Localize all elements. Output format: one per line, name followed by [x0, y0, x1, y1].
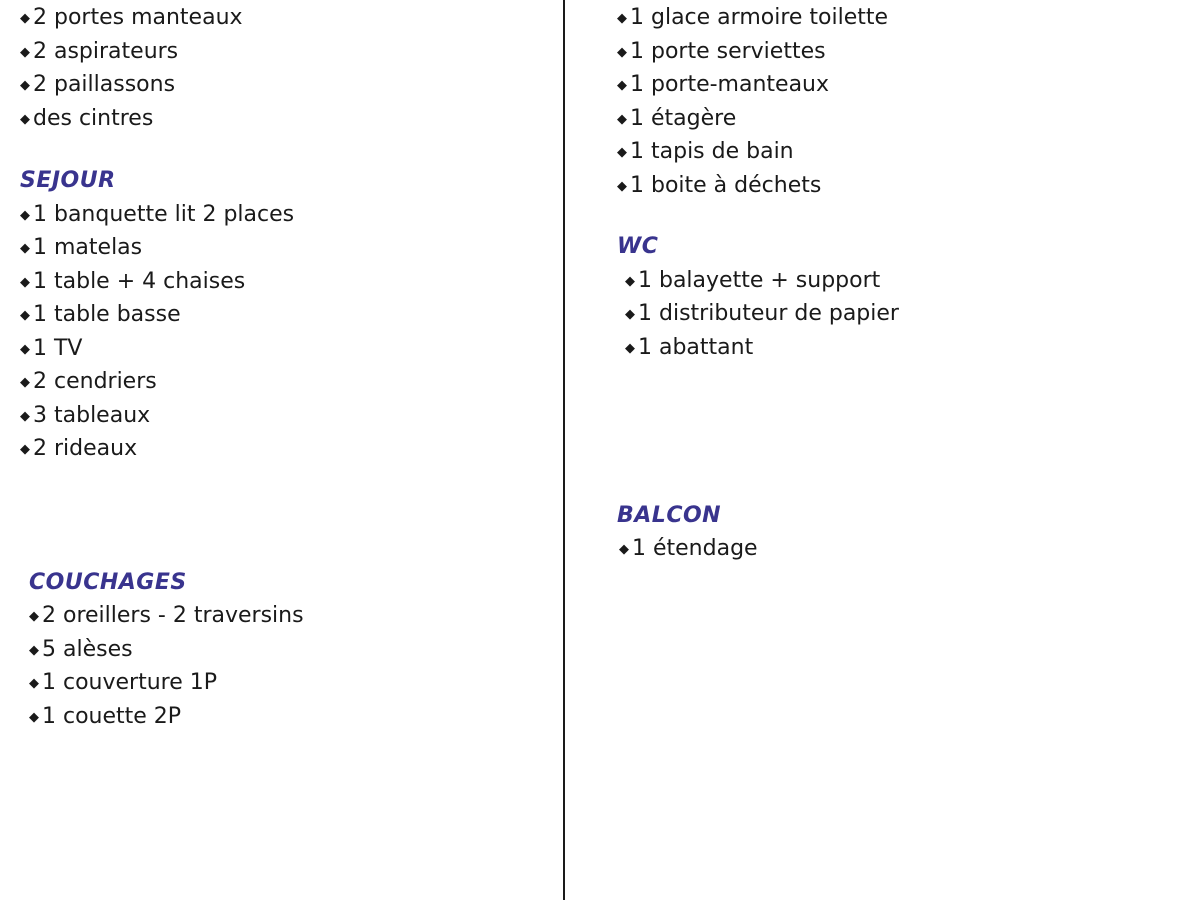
- list-item: [29, 700, 563, 734]
- diamond-bullet-icon: ◆: [20, 111, 30, 127]
- diamond-bullet-icon: ◆: [617, 78, 627, 93]
- list-item: [29, 599, 563, 633]
- diamond-bullet-icon: ◆: [617, 44, 627, 60]
- section-heading-balcon: BALCON: [617, 502, 722, 528]
- item-text: 2 oreillers - 2 traversins: [42, 603, 304, 628]
- diamond-bullet-icon: ◆: [20, 78, 30, 93]
- item-text: 1 boite à déchets: [630, 172, 822, 198]
- diamond-bullet-icon: ◆: [619, 542, 629, 557]
- item-text: 1 TV: [33, 335, 83, 361]
- item-text: 1 étendage: [632, 536, 758, 561]
- item-text: 2 rideaux: [33, 436, 138, 461]
- list-item: [20, 265, 563, 299]
- diamond-bullet-icon: ◆: [20, 341, 30, 357]
- section-wc-items: [625, 264, 1200, 365]
- diamond-bullet-icon: ◆: [617, 111, 627, 127]
- list-item: [20, 298, 563, 332]
- list-item: [20, 231, 563, 265]
- list-item: [619, 532, 1200, 566]
- diamond-bullet-icon: ◆: [29, 642, 39, 658]
- list-item: [625, 331, 1200, 365]
- list-item: [20, 432, 563, 466]
- left-column: [0, 0, 563, 900]
- diamond-bullet-icon: ◆: [29, 609, 39, 624]
- section-heading-sejour: SEJOUR: [20, 168, 116, 193]
- list-item: [617, 102, 1200, 136]
- blank-space: [617, 202, 1200, 230]
- diamond-bullet-icon: ◆: [617, 178, 627, 194]
- diamond-bullet-icon: ◆: [29, 709, 39, 725]
- list-item: [20, 35, 563, 69]
- diamond-bullet-icon: ◆: [20, 274, 30, 290]
- item-text: 1 glace armoire toilette: [630, 5, 889, 30]
- list-item: [617, 169, 1200, 203]
- item-text: des cintres: [33, 105, 154, 131]
- diamond-bullet-icon: ◆: [625, 273, 635, 289]
- item-text: 1 balayette + support: [638, 267, 881, 293]
- diamond-bullet-icon: ◆: [625, 307, 635, 322]
- diamond-bullet-icon: ◆: [20, 442, 30, 457]
- diamond-bullet-icon: ◆: [20, 11, 30, 26]
- diamond-bullet-icon: ◆: [625, 340, 635, 356]
- diamond-bullet-icon: ◆: [20, 308, 30, 323]
- item-text: 1 étagère: [630, 105, 737, 131]
- item-text: 3 tableaux: [33, 402, 151, 428]
- item-text: 1 banquette lit 2 places: [33, 201, 295, 227]
- item-text: 2 aspirateurs: [33, 38, 179, 64]
- item-text: 2 paillassons: [33, 72, 176, 97]
- list-item: [29, 666, 563, 700]
- diamond-bullet-icon: ◆: [20, 375, 30, 390]
- diamond-bullet-icon: ◆: [29, 676, 39, 691]
- blank-space: [20, 466, 563, 566]
- list-item: [625, 297, 1200, 331]
- diamond-bullet-icon: ◆: [617, 11, 627, 26]
- list-item: [20, 365, 563, 399]
- section-heading-wc: WC: [617, 234, 659, 259]
- list-item: [29, 633, 563, 667]
- item-text: 2 portes manteaux: [33, 5, 243, 30]
- item-text: 1 porte serviettes: [630, 38, 826, 64]
- item-text: 1 table basse: [33, 302, 181, 327]
- list-item: [20, 102, 563, 136]
- item-text: 1 abattant: [638, 334, 754, 360]
- item-text: 2 cendriers: [33, 369, 157, 394]
- list-item: [617, 135, 1200, 169]
- item-text: 1 porte-manteaux: [630, 72, 830, 97]
- item-text: 1 matelas: [33, 235, 143, 260]
- list-item: [617, 1, 1200, 35]
- diamond-bullet-icon: ◆: [20, 241, 30, 256]
- section-couchages: [29, 566, 563, 734]
- list-item: [625, 264, 1200, 298]
- diamond-bullet-icon: ◆: [617, 145, 627, 160]
- item-text: 1 couverture 1P: [42, 670, 218, 695]
- item-text: 5 alèses: [42, 636, 133, 662]
- blank-space: [20, 135, 563, 164]
- diamond-bullet-icon: ◆: [20, 408, 30, 424]
- diamond-bullet-icon: ◆: [20, 207, 30, 223]
- blank-space: [617, 364, 1200, 499]
- list-item: [617, 68, 1200, 102]
- diamond-bullet-icon: ◆: [20, 44, 30, 60]
- list-item: [20, 332, 563, 366]
- item-text: 1 tapis de bain: [630, 139, 794, 164]
- section-heading-couchages: COUCHAGES: [29, 569, 187, 595]
- list-item: [20, 399, 563, 433]
- right-column: [565, 0, 1200, 900]
- item-text: 1 table + 4 chaises: [33, 268, 246, 294]
- list-item: [617, 35, 1200, 69]
- list-item: [20, 198, 563, 232]
- item-text: 1 distributeur de papier: [638, 301, 899, 326]
- item-text: 1 couette 2P: [42, 703, 182, 729]
- list-item: [20, 1, 563, 35]
- list-item: [20, 68, 563, 102]
